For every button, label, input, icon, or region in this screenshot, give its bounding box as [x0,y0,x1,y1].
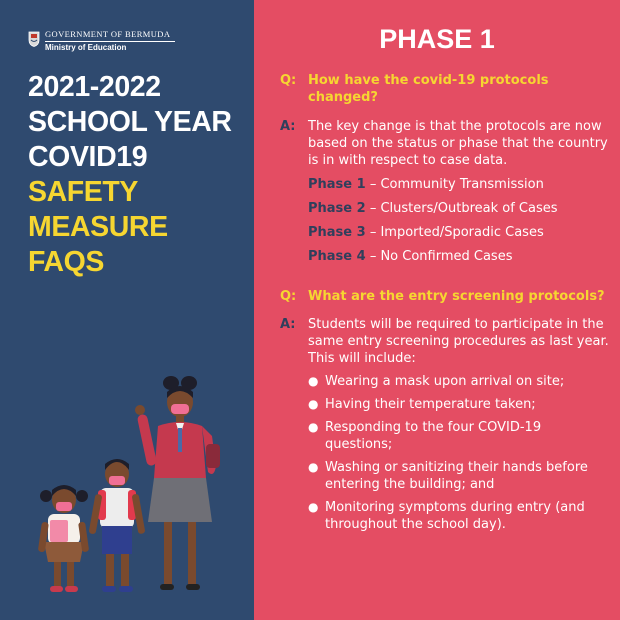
title-line: SAFETY [28,176,139,208]
bullet-dot-icon: ● [308,460,319,474]
phase-name: Phase 1 [308,177,366,192]
phase-description: – Community Transmission [365,177,544,192]
ministry-label: Ministry of Education [45,42,127,52]
answer-marker: A: [280,119,296,134]
faq-section-2 [280,288,610,533]
phase-list-item [308,248,610,265]
title-line: 2021-2022 [28,71,161,103]
answer-marker: A: [280,317,296,332]
young-girl-figure [38,485,89,592]
bullet-text: Wearing a mask upon arrival on site; [325,374,565,389]
title-line: SCHOOL YEAR [28,106,232,138]
bullet-item [308,396,610,413]
phase-name: Phase 4 [308,249,366,264]
question-text: How have the covid-19 protocols changed? [308,73,549,105]
phase-list-item [308,200,610,217]
older-student-figure [135,376,220,590]
bullet-text: Monitoring symptoms during entry (and throughout the school day). [325,500,585,532]
title-line: COVID19 [28,141,148,173]
bullet-text: Responding to the four COVID-19 questions; [325,420,542,452]
title-line: FAQS [28,246,104,278]
bullet-dot-icon: ● [308,374,319,388]
bullet-item [308,373,610,390]
question-text: What are the entry screening protocols? [308,289,605,304]
bullet-dot-icon: ● [308,397,319,411]
question-marker: Q: [280,289,297,304]
bermuda-crest-icon [28,31,40,47]
phase-name: Phase 2 [308,201,366,216]
bullet-dot-icon: ● [308,420,319,434]
government-label: GOVERNMENT OF BERMUDA [45,30,175,42]
boy-figure [89,459,146,592]
question-2 [280,288,610,305]
students-illustration [30,366,230,606]
answer-text: Students will be required to participate in the same entry screening procedures as last year. This will include: [308,317,609,366]
bullet-item [308,419,610,453]
phase-description: – Imported/Sporadic Cases [365,225,544,240]
bullet-item [308,459,610,493]
right-panel [254,0,620,620]
phase-name: Phase 3 [308,225,366,240]
phase-description: – No Confirmed Cases [365,249,513,264]
answer-2 [280,316,610,367]
answer-1 [280,118,610,169]
left-panel [0,0,254,620]
faq-section-1 [280,72,610,265]
bullet-text: Having their temperature taken; [325,397,536,412]
bullet-dot-icon: ● [308,500,319,514]
phase-heading: PHASE 1 [379,24,495,54]
question-1 [280,72,610,106]
title-line: MEASURE [28,211,168,243]
poster-title [28,70,232,280]
bullet-text: Washing or sanitizing their hands before entering the building; and [325,460,588,492]
phase-list-item [308,224,610,241]
answer-text: The key change is that the protocols are now based on the status or phase that the country is in with respect to case data. [308,119,608,168]
phase-description: – Clusters/Outbreak of Cases [365,201,558,216]
government-header [28,30,175,52]
phase-list-item [308,176,610,193]
question-marker: Q: [280,73,297,88]
bullet-item [308,499,610,533]
